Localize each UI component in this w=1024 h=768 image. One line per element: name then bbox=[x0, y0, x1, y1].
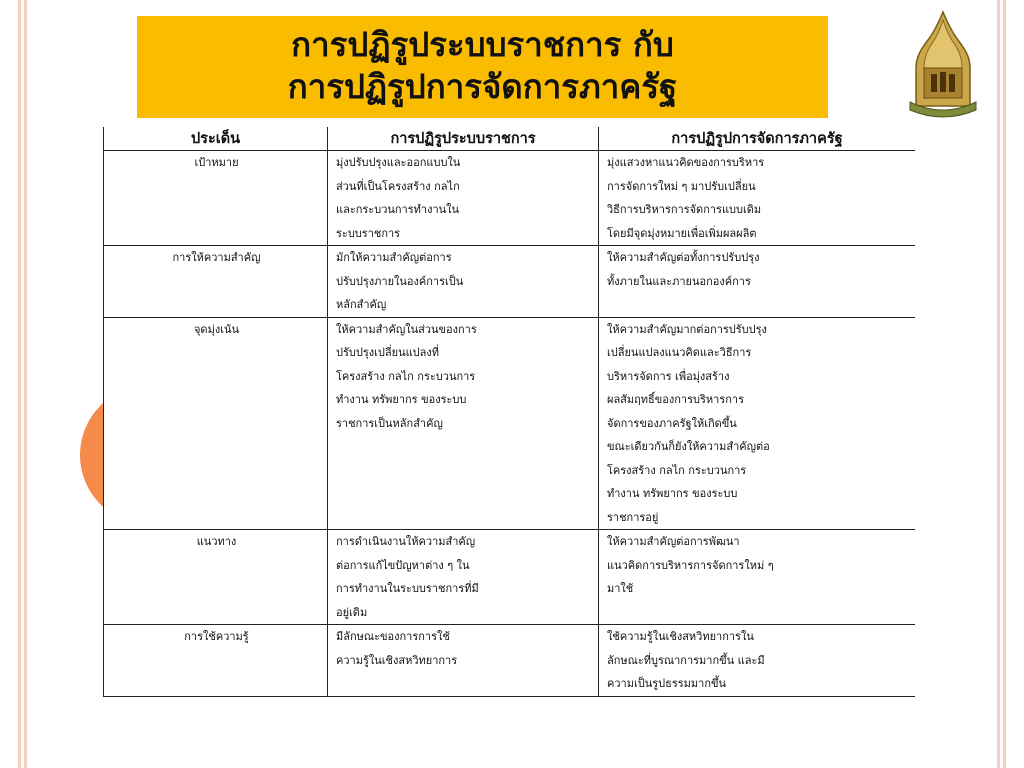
cell-line: ส่วนที่เป็นโครงสร้าง กลไก bbox=[336, 179, 460, 193]
cell-line: โดยมีจุดมุ่งหมายเพื่อเพิ่มผลผลิต bbox=[607, 226, 757, 240]
cell-line: ความรู้ในเชิงสหวิทยาการ bbox=[336, 653, 458, 667]
cell-line: วิธีการบริหารการจัดการแบบเดิม bbox=[607, 203, 762, 216]
cell-line: อยู่เดิม bbox=[336, 605, 368, 619]
cell-line: มีลักษณะของการการใช้ bbox=[336, 630, 450, 643]
cell-line: มุ่งปรับปรุงและออกแบบใน bbox=[336, 156, 461, 169]
cell-line: ให้ความสำคัญต่อทั้งการปรับปรุง bbox=[607, 251, 760, 264]
management-cell bbox=[599, 625, 916, 697]
right-edge-stripe bbox=[997, 0, 1000, 768]
cell-line: ปรับปรุงภายในองค์การเป็น bbox=[336, 274, 464, 288]
left-edge-stripe bbox=[18, 0, 21, 768]
management-cell bbox=[599, 246, 916, 318]
cell-line: ราชการอยู่ bbox=[607, 510, 659, 524]
university-emblem-icon bbox=[900, 10, 986, 120]
column-header: ประเด็น bbox=[104, 127, 328, 151]
management-cell bbox=[599, 317, 916, 530]
cell-line: หลักสำคัญ bbox=[336, 298, 387, 311]
cell-line: การดำเนินงานให้ความสำคัญ bbox=[336, 535, 476, 548]
cell-text: จุดมุ่งเน้น bbox=[193, 322, 239, 336]
table-row bbox=[104, 246, 916, 318]
table-row bbox=[104, 151, 916, 246]
cell-line: ทำงาน ทรัพยากร ของระบบ bbox=[607, 487, 738, 500]
cell-text: การให้ความสำคัญ bbox=[172, 251, 261, 264]
cell-line: มักให้ความสำคัญต่อการ bbox=[336, 251, 452, 264]
cell-text: การใช้ความรู้ bbox=[184, 630, 249, 643]
cell-line: ทั้งภายในและภายนอกองค์การ bbox=[607, 274, 751, 288]
cell-line: ผลสัมฤทธิ์ของการบริหารการ bbox=[607, 393, 744, 406]
reform-cell bbox=[328, 317, 599, 530]
cell-line: ต่อการแก้ไขปัญหาต่าง ๆ ใน bbox=[336, 558, 470, 572]
cell-line: ระบบราชการ bbox=[336, 226, 401, 240]
reform-cell bbox=[328, 530, 599, 625]
right-edge-stripe bbox=[1003, 0, 1006, 768]
topic-cell bbox=[104, 625, 328, 697]
cell-line: ปรับปรุงเปลี่ยนแปลงที่ bbox=[336, 346, 440, 359]
cell-line: ทำงาน ทรัพยากร ของระบบ bbox=[336, 393, 467, 406]
cell-line: ใช้ความรู้ในเชิงสหวิทยาการใน bbox=[607, 630, 754, 643]
cell-line: ขณะเดียวกันก็ยังให้ความสำคัญต่อ bbox=[607, 440, 770, 453]
cell-line: ให้ความสำคัญมากต่อการปรับปรุง bbox=[607, 322, 767, 336]
cell-line: บริหารจัดการ เพื่อมุ่งสร้าง bbox=[607, 369, 730, 383]
cell-line: ให้ความสำคัญในส่วนของการ bbox=[336, 322, 477, 336]
topic-cell bbox=[104, 530, 328, 625]
table-header-row bbox=[104, 127, 916, 151]
cell-line: ความเป็นรูปธรรมมากขึ้น bbox=[607, 677, 727, 690]
table-row bbox=[104, 625, 916, 697]
cell-line: มุ่งแสวงหาแนวคิดของการบริหาร bbox=[607, 156, 765, 169]
table-row bbox=[104, 317, 916, 530]
title-line-1: การปฏิรูประบบราชการ กับ bbox=[291, 25, 674, 64]
cell-text: เป้าหมาย bbox=[194, 156, 239, 169]
topic-cell bbox=[104, 317, 328, 530]
reform-cell bbox=[328, 625, 599, 697]
cell-line: มาใช้ bbox=[607, 582, 634, 595]
reform-cell bbox=[328, 151, 599, 246]
cell-line: โครงสร้าง กลไก กระบวนการ bbox=[607, 463, 747, 477]
cell-line: เปลี่ยนแปลงแนวคิดและวิธีการ bbox=[607, 346, 752, 359]
topic-cell bbox=[104, 151, 328, 246]
table-row bbox=[104, 530, 916, 625]
cell-line: และกระบวนการทำงานใน bbox=[336, 203, 460, 216]
cell-text: แนวทาง bbox=[196, 535, 237, 548]
cell-line: การจัดการใหม่ ๆ มาปรับเปลี่ยน bbox=[607, 179, 756, 193]
slide-title bbox=[137, 16, 828, 118]
reform-cell bbox=[328, 246, 599, 318]
column-header: การปฏิรูปการจัดการภาครัฐ bbox=[599, 127, 916, 151]
management-cell bbox=[599, 530, 916, 625]
column-header: การปฏิรูประบบราชการ bbox=[328, 127, 599, 151]
cell-line: แนวคิดการบริหารการจัดการใหม่ ๆ bbox=[607, 558, 774, 572]
management-cell bbox=[599, 151, 916, 246]
topic-cell bbox=[104, 246, 328, 318]
title-line-2: การปฏิรูปการจัดการภาครัฐ bbox=[287, 67, 678, 106]
comparison-table bbox=[103, 127, 915, 734]
cell-line: การทำงานในระบบราชการที่มี bbox=[336, 582, 479, 595]
cell-line: ราชการเป็นหลักสำคัญ bbox=[336, 416, 443, 430]
left-edge-stripe bbox=[24, 0, 27, 768]
cell-line: จัดการของภาครัฐให้เกิดขึ้น bbox=[607, 416, 737, 430]
cell-line: โครงสร้าง กลไก กระบวนการ bbox=[336, 369, 476, 383]
cell-line: ลักษณะที่บูรณาการมากขึ้น และมี bbox=[607, 653, 765, 667]
cell-line: ให้ความสำคัญต่อการพัฒนา bbox=[607, 535, 740, 548]
